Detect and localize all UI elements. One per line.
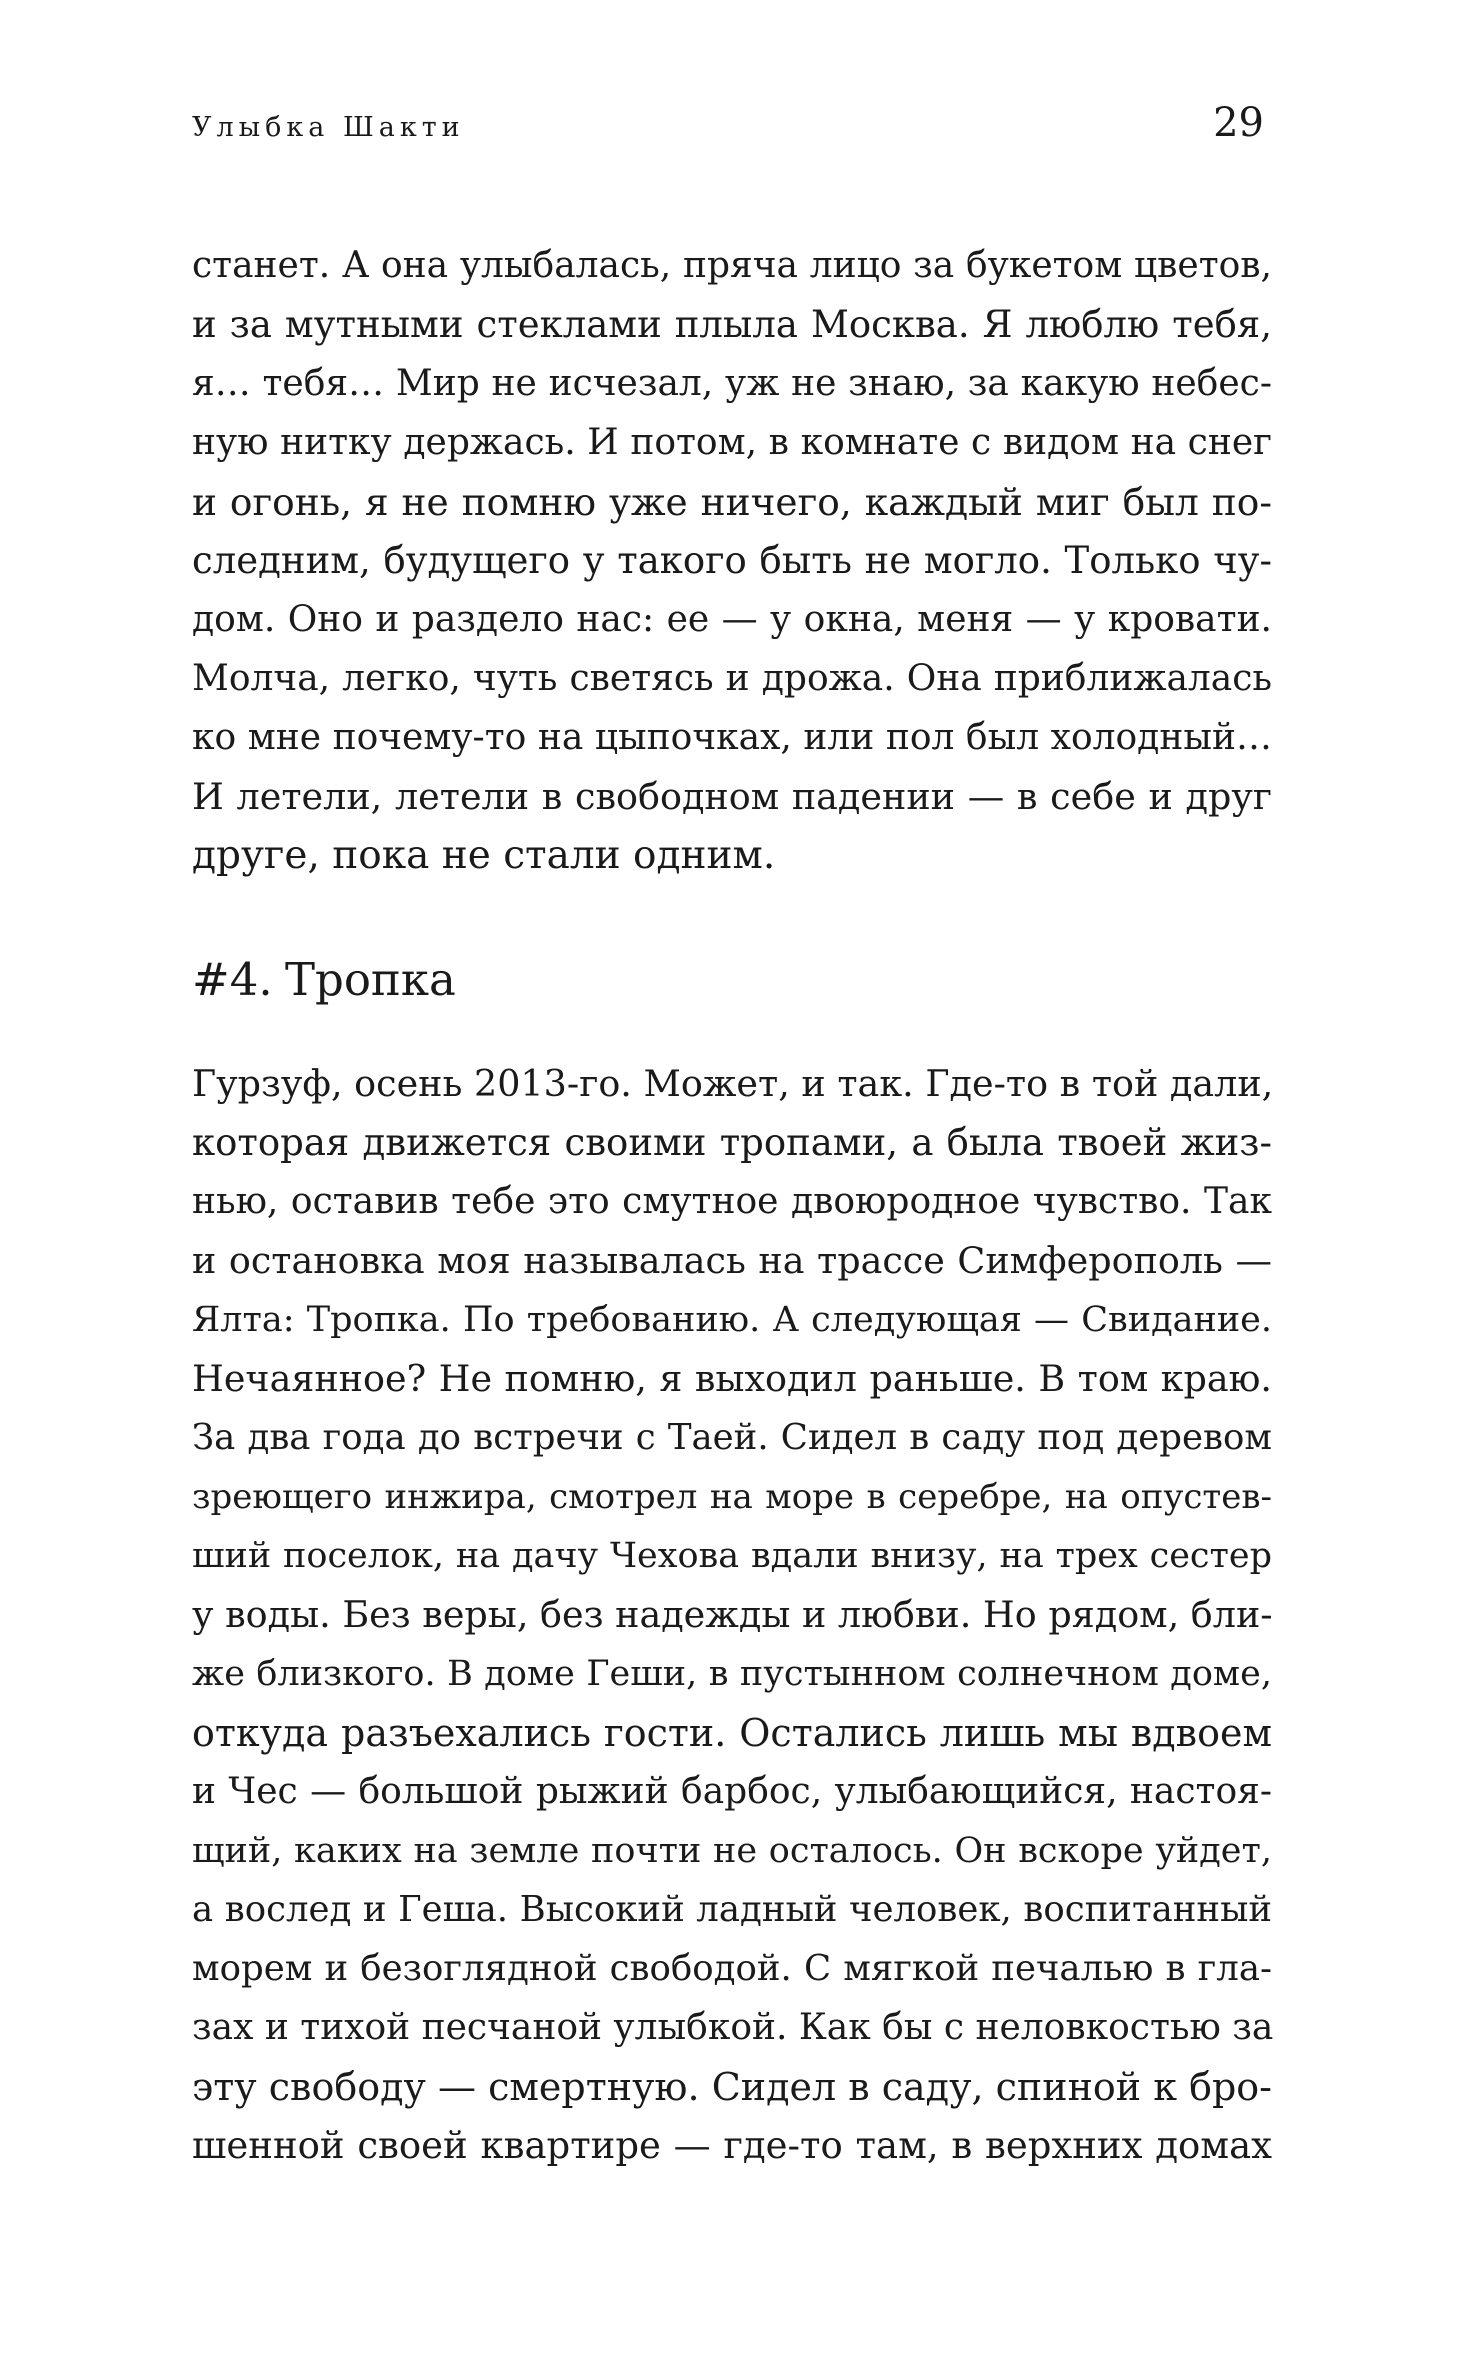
text-line: зах и тихой песчаной улыбкой. Как бы с неловкостью за	[192, 2007, 1274, 2048]
text-line: щий, каких на земле почти не осталось. Он вскоре уйдет,	[192, 1831, 1272, 1871]
page-number: 29	[1213, 100, 1264, 146]
text-line: И летели, летели в свободном падении — в себе и друг	[192, 775, 1272, 818]
text-line: станет. А она улыбалась, пряча лицо за букетом цветов,	[192, 245, 1272, 286]
text-line: Молча, легко, чуть светясь и дрожа. Она приближалась	[192, 658, 1272, 699]
text-line: откуда разъехались гости. Остались лишь мы вдвоем	[192, 1711, 1272, 1755]
text-line: друге, пока не стали одним.	[192, 833, 776, 878]
text-line: нью, оставив тебе это смутное двоюродное чувство. Так	[192, 1181, 1272, 1222]
running-title: Улыбка Шакти	[192, 112, 465, 143]
text-line: и остановка моя называлась на трассе Симферополь —	[192, 1239, 1272, 1282]
text-line: и за мутными стеклами плыла Москва. Я люблю тебя,	[192, 303, 1272, 346]
text-line: морем и безоглядной свободой. С мягкой печалью в гла-	[192, 1948, 1272, 1989]
section-number: #4.	[192, 953, 273, 1006]
text-line: Ялта: Тропка. По требованию. А следующая — Свидание.	[192, 1300, 1272, 1340]
text-line: же близкого. В доме Геши, в пустынном солнечном доме,	[192, 1654, 1272, 1694]
text-line: и огонь, я не помню уже ничего, каждый миг был по-	[192, 480, 1272, 524]
text-line: дом. Оно и раздело нас: ее — у окна, меня — у кровати.	[192, 599, 1272, 640]
text-line: ную нитку держась. И потом, в комнате с видом на снег	[192, 422, 1272, 463]
text-line: эту свободу — смертную. Сидел в саду, спиной к бро-	[192, 2065, 1272, 2109]
section-heading	[192, 950, 456, 1010]
text-line: а вослед и Геша. Высокий ладный человек, воспитанный	[192, 1889, 1272, 1930]
text-line: у воды. Без веры, без надежды и любви. Но рядом, бли-	[192, 1593, 1273, 1636]
text-line: шенной своей квартире — где-то там, в верхних домах	[192, 2124, 1272, 2167]
text-line: следним, будущего у такого быть не могло. Только чу-	[192, 539, 1272, 582]
text-line: Гурзуф, осень 2013-го. Может, и так. Где-то в той дали,	[192, 1062, 1274, 1105]
text-line: которая движется своими тропами, а была твоей жиз-	[192, 1121, 1272, 1164]
section-title: Тропка	[285, 953, 456, 1006]
text-line: За два года до встречи с Таей. Сидел в саду под деревом	[192, 1417, 1272, 1458]
text-line: я… тебя… Мир не исчезал, уж не знаю, за какую небес-	[192, 363, 1272, 404]
text-line: и Чес — большой рыжий барбос, улыбающийся, настоя-	[192, 1771, 1272, 1812]
text-line: ший поселок, на дачу Чехова вдали внизу, на трех сестер	[192, 1536, 1272, 1576]
text-line: ко мне почему-то на цыпочках, или пол был холодный…	[192, 717, 1272, 758]
text-line: зреющего инжира, смотрел на море в серебре, на опустев-	[192, 1477, 1272, 1517]
text-line: Нечаянное? Не помню, я выходил раньше. В том краю.	[192, 1357, 1272, 1400]
